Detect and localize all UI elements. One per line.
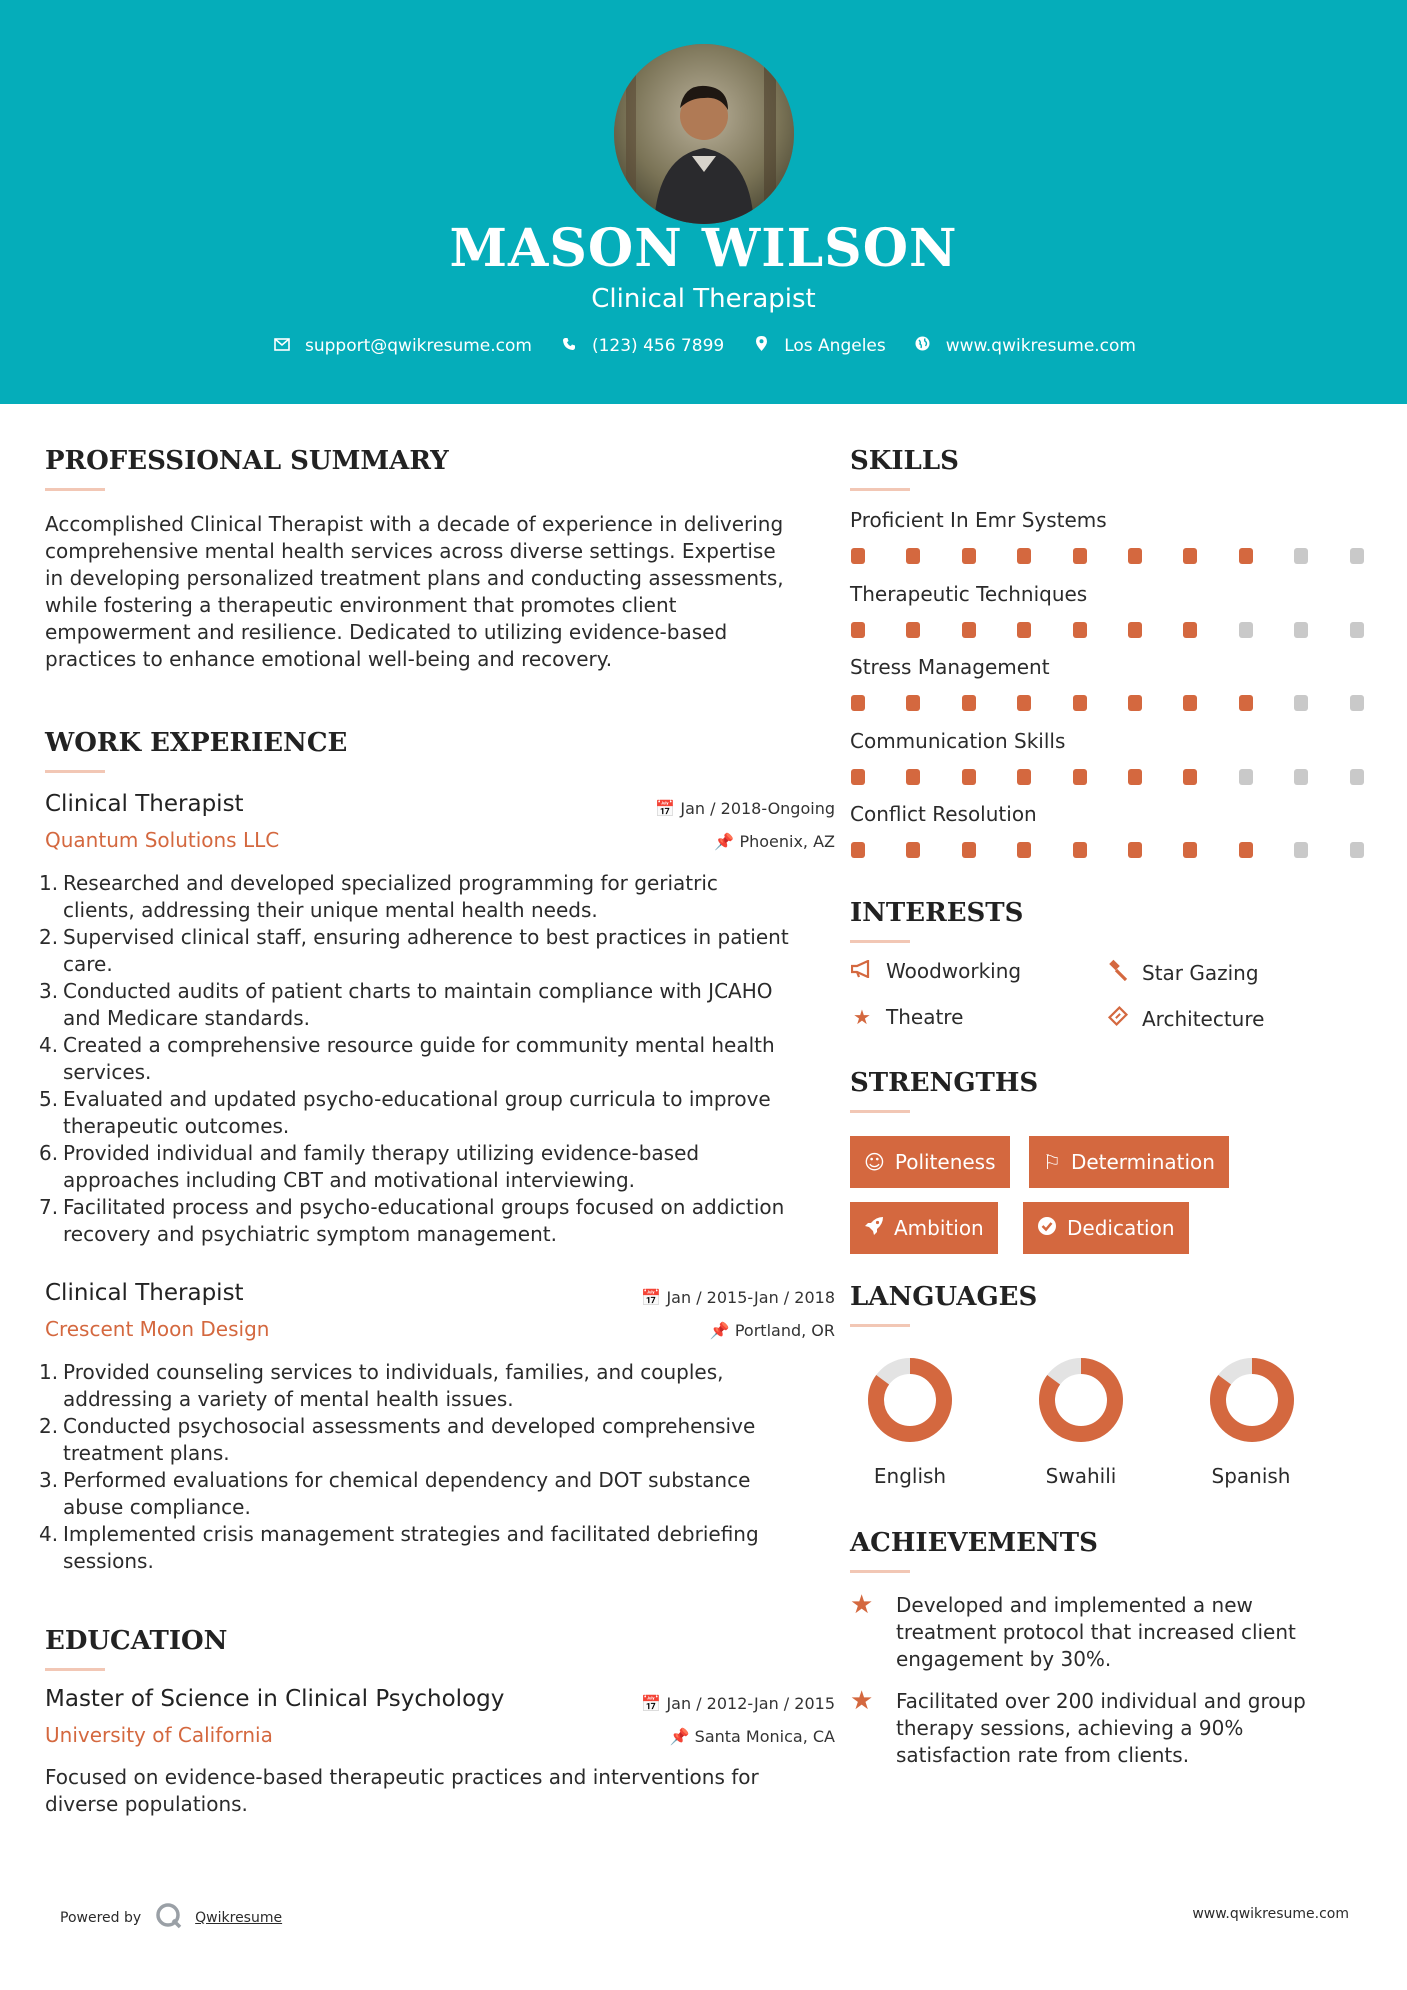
education-location [670,1727,835,1746]
job-dates [655,799,835,818]
skill-level-dots [851,769,1405,785]
skill-name: Therapeutic Techniques [850,581,1088,606]
strength-badge [850,1136,1010,1188]
globe-icon [912,336,934,356]
footer-website[interactable]: www.qwikresume.com [1192,1906,1349,1922]
job-dates-text: Jan / 2015-Jan / 2018 [666,1288,835,1307]
job-location [710,1321,835,1340]
contact-email[interactable] [271,336,532,356]
list-item: 4. Created a comprehensive resource guide for community mental health services. [39,1033,775,1084]
degree: Master of Science in Clinical Psychology [45,1686,505,1712]
skill-dot [906,695,920,711]
list-item: 3. Performed evaluations for chemical dependency and DOT substance abuse compliance. [39,1468,751,1519]
achievements-heading: ACHIEVEMENTS [850,1528,1098,1558]
skill-dot [1128,842,1142,858]
interests-heading: INTERESTS [850,898,1024,928]
job-dates-text: Jan / 2018-Ongoing [680,799,835,818]
language-ring [1047,1366,1115,1434]
skill-dot [1239,842,1253,858]
skill-dot [851,842,865,858]
skill-dot [1183,548,1197,564]
list-item: 7. Facilitated process and psycho-educational groups focused on addiction recovery and psychiatric symptom management. [39,1195,785,1246]
interest-label: Architecture [1142,1006,1265,1031]
skills-heading: SKILLS [850,446,959,476]
candidate-name: MASON WILSON [449,218,958,279]
strengths-heading: STRENGTHS [850,1068,1039,1098]
strength-label: Politeness [894,1150,996,1174]
skill-dot [1128,695,1142,711]
section-divider [850,1324,910,1327]
skill-dot [1183,842,1197,858]
skill-level-dots [851,548,1405,564]
strength-badge [1023,1202,1189,1254]
section-divider [850,488,910,491]
job-location [714,832,835,851]
calendar-icon: 📅 [655,799,676,818]
skill-dot [1073,769,1087,785]
skill-name: Conflict Resolution [850,802,1037,826]
location-text: Los Angeles [784,336,886,356]
skill-dot [962,548,976,564]
skill-dot [1350,695,1364,711]
ticket-icon [1106,1005,1130,1032]
profile-photo [614,44,794,224]
interest-label: Woodworking [886,959,1022,983]
resume-header [0,0,1407,404]
skill-dot [1350,622,1364,638]
footer-powered-by [60,1902,282,1934]
skill-dot [1239,769,1253,785]
candidate-title: Clinical Therapist [591,284,816,314]
list-item: 1. Provided counseling services to individuals, families, and couples, addressing a variety of mental health issues. [39,1360,724,1411]
strength-badge [850,1202,998,1254]
achievement-star-icon: ★ [850,1686,874,1716]
skill-dot [1294,769,1308,785]
language-ring [876,1366,944,1434]
achievement-item: Facilitated over 200 individual and group therapy sessions, achieving a 90% satisfaction rate from clients. [896,1689,1306,1767]
education-location-text: Santa Monica, CA [694,1727,835,1746]
skill-dot [1017,695,1031,711]
job-duties [39,1359,790,1575]
skill-dot [1128,548,1142,564]
contact-website[interactable] [912,336,1136,356]
flag-icon: ⚐ [1043,1150,1061,1174]
section-divider [45,770,105,773]
skill-dot [1128,769,1142,785]
job-company: Quantum Solutions LLC [45,828,280,852]
skill-level-dots [851,695,1405,711]
website-text: www.qwikresume.com [945,336,1136,356]
language-label: English [873,1464,947,1488]
calendar-icon: 📅 [641,1288,662,1307]
skill-level-dots [851,622,1405,638]
list-item: 6. Provided individual and family therapy utilizing evidence-based approaches including CBT and motivational interviewing. [39,1141,700,1192]
skill-dot [1183,769,1197,785]
language-label: Swahili [1045,1464,1117,1488]
interest-label: Theatre [886,1005,964,1029]
skill-dot [1239,548,1253,564]
contact-phone[interactable] [558,336,724,356]
strength-badge [1029,1136,1229,1188]
job-duties [39,870,790,1248]
job-role: Clinical Therapist [45,1280,244,1306]
job-dates [641,1288,835,1307]
job-location-text: Portland, OR [734,1321,835,1340]
section-divider [850,1110,910,1113]
skill-dot [906,548,920,564]
job-role: Clinical Therapist [45,791,244,817]
skill-dot [906,622,920,638]
section-divider [850,1570,910,1573]
list-item: 2. Conducted psychosocial assessments and developed comprehensive treatment plans. [39,1414,756,1465]
list-item: 2. Supervised clinical staff, ensuring adherence to best practices in patient care. [39,925,789,976]
interest-label: Star Gazing [1142,960,1259,985]
skill-dot [906,769,920,785]
megaphone-icon [850,959,874,983]
language-label: Spanish [1211,1464,1291,1488]
achievement-star-icon: ★ [850,1590,874,1620]
education-dates-text: Jan / 2012-Jan / 2015 [666,1694,835,1713]
section-divider [45,488,105,491]
rocket-icon [864,1216,884,1241]
skill-dot [1294,842,1308,858]
skill-dot [1239,695,1253,711]
skill-dot [1350,769,1364,785]
pushpin-icon: 📌 [669,1727,690,1746]
skill-dot [1350,842,1364,858]
contact-location [750,336,886,356]
calendar-icon: 📅 [641,1694,662,1713]
skill-dot [1350,548,1364,564]
list-item: 4. Implemented crisis management strategies and facilitated debriefing sessions. [39,1522,759,1573]
skill-dot [962,842,976,858]
section-divider [850,940,910,943]
strength-label: Determination [1070,1150,1215,1174]
skill-dot [1128,622,1142,638]
envelope-icon [271,336,293,356]
qwikresume-link[interactable]: Qwikresume [195,1910,283,1926]
section-divider [45,1668,105,1671]
skill-dot [851,622,865,638]
skill-dot [1183,695,1197,711]
job-location-text: Phoenix, AZ [739,832,835,851]
interest-item [850,959,1021,983]
skill-name: Proficient In Emr Systems [850,508,1107,532]
list-item: 1. Researched and developed specialized programming for geriatric clients, addressing their unique mental health needs. [39,871,718,922]
strength-label: Ambition [894,1216,984,1240]
pushpin-icon: 📌 [709,1321,730,1340]
email-text: support@qwikresume.com [305,336,532,356]
strength-label: Dedication [1067,1216,1175,1240]
phone-icon [558,336,580,356]
skill-dot [906,842,920,858]
skill-dot [1073,548,1087,564]
skill-dot [962,695,976,711]
skill-dot [1239,622,1253,638]
phone-text: (123) 456 7899 [591,336,725,356]
skill-dot [1294,548,1308,564]
interest-item [1106,959,1259,986]
contact-bar [0,336,1407,356]
skill-dot [1017,842,1031,858]
skill-name: Stress Management [850,655,1050,679]
list-item: 5. Evaluated and updated psycho-educational group curricula to improve therapeutic outcomes. [39,1087,771,1138]
skill-dot [962,769,976,785]
pushpin-icon: 📌 [714,832,735,851]
star-icon: ★ [853,1005,871,1029]
language-ring [1218,1366,1286,1434]
school: University of California [45,1723,273,1747]
summary-heading: PROFESSIONAL SUMMARY [45,446,449,476]
skill-name: Communication Skills [850,728,1066,753]
summary-text: Accomplished Clinical Therapist with a decade of experience in delivering comprehensive mental health services across diverse settings. Expertise in developing personalized treatment plans and conducting assessments, while fostering a therapeutic environment that promotes client empowerment and resilience. Dedicated to utilizing evidence-based practices to enhance emotional well-being and recovery. [45,512,784,671]
check-circle-icon [1037,1216,1057,1241]
skill-dot [962,622,976,638]
skill-dot [1294,622,1308,638]
interest-item [850,1005,963,1029]
skill-dot [1073,695,1087,711]
qwikresume-logo-icon [155,1902,183,1934]
skill-dot [1073,622,1087,638]
achievement-item: Developed and implemented a new treatment protocol that increased client engagement by 30%. [896,1593,1296,1671]
skill-dot [1073,842,1087,858]
skill-dot [851,769,865,785]
list-item: 3. Conducted audits of patient charts to maintain compliance with JCAHO and Medicare standards. [39,979,773,1030]
skill-dot [1294,695,1308,711]
language-rings [850,1350,1350,1450]
interest-item [1106,1005,1264,1032]
skill-dot [851,695,865,711]
gavel-icon [1106,959,1130,986]
work-heading: WORK EXPERIENCE [45,728,348,758]
job-company: Crescent Moon Design [45,1317,270,1341]
skill-dot [1017,769,1031,785]
skill-dot [1017,622,1031,638]
skill-dot [1183,622,1197,638]
skill-level-dots [851,842,1405,858]
skill-dot [851,548,865,564]
skill-dot [1017,548,1031,564]
education-dates [641,1694,835,1713]
languages-heading: LANGUAGES [850,1282,1038,1312]
map-pin-icon [750,336,772,356]
education-description: Focused on evidence-based therapeutic practices and interventions for diverse populations. [45,1765,759,1816]
smile-icon: ☺ [864,1150,885,1174]
powered-by-text: Powered by [60,1910,142,1926]
education-heading: EDUCATION [45,1626,228,1656]
